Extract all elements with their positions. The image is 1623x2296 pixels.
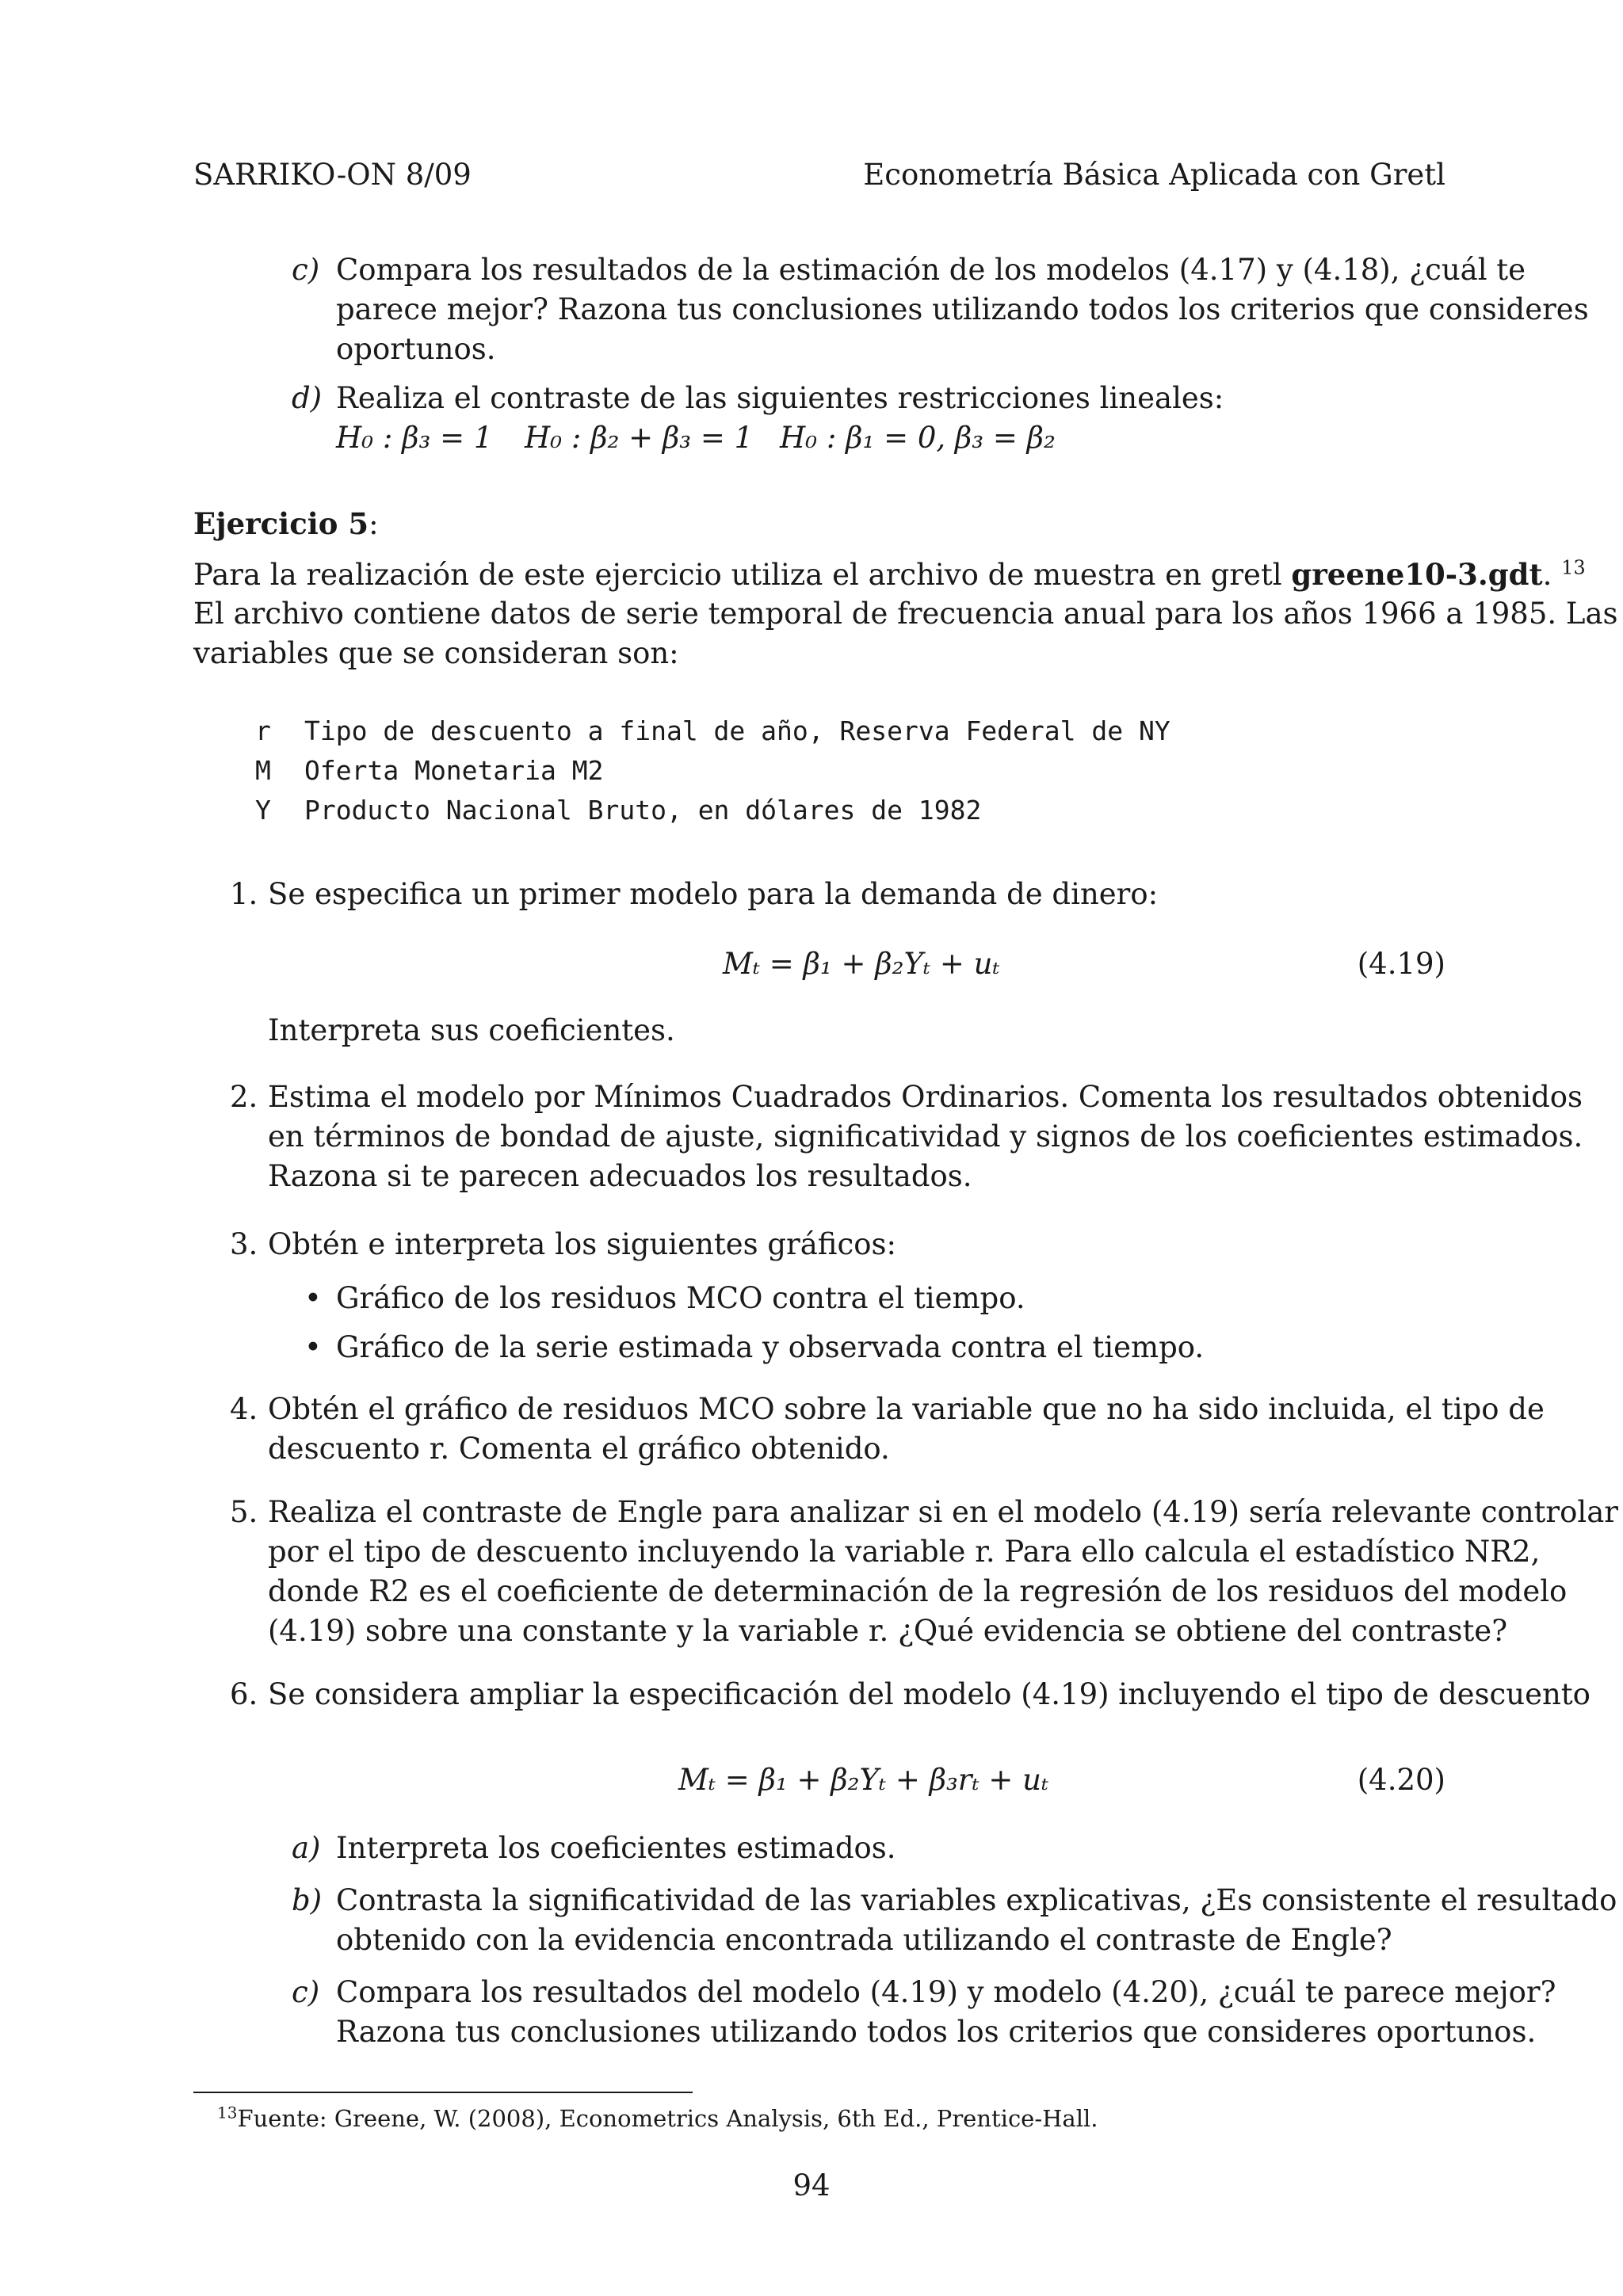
- item-number: 4.: [230, 1392, 258, 1426]
- variable-name: r: [255, 715, 271, 746]
- file-after: .: [1542, 558, 1552, 592]
- sub-item-line: Razona tus conclusiones utilizando todos los criterios que consideres oportunos.: [336, 2015, 1537, 2049]
- prev-item-line: Realiza el contraste de las siguientes restricciones lineales:: [336, 381, 1224, 415]
- prev-item-line: Compara los resultados de la estimación de los modelos (4.17) y (4.18), ¿cuál te: [336, 253, 1526, 287]
- item-line: Se considera ampliar la especificación del modelo (4.19) incluyendo el tipo de descuento: [268, 1677, 1591, 1711]
- sub-item-line: obtenido con la evidencia encontrada utilizando el contraste de Engle?: [336, 1923, 1392, 1957]
- sub-item-label: b): [292, 1883, 323, 1917]
- footnote: [217, 2103, 1098, 2134]
- intro-text: Para la realización de este ejercicio utiliza el archivo de muestra en gretl: [193, 558, 1282, 592]
- item-number: 1.: [230, 877, 258, 911]
- hypothesis: H₀ : β₁ = 0, β₃ = β₂: [780, 421, 1056, 455]
- sub-item-line: Compara los resultados del modelo (4.19) y modelo (4.20), ¿cuál te parece mejor?: [336, 1975, 1556, 2009]
- intro-line: [193, 555, 1586, 595]
- bullet-item: Gráfico de la serie estimada y observada contra el tiempo.: [336, 1330, 1205, 1364]
- equation-4-19: Mₜ = β₁ + β₂Yₜ + uₜ: [723, 947, 1000, 981]
- prev-item-line: oportunos.: [336, 332, 496, 366]
- item-line: Se especifica un primer modelo para la demanda de dinero:: [268, 877, 1159, 911]
- page-number: 94: [792, 2168, 831, 2203]
- item-line: descuento r. Comenta el gráfico obtenido.: [268, 1432, 890, 1466]
- item-line: Razona si te parecen adecuados los resultados.: [268, 1159, 972, 1193]
- exercise-title: [193, 504, 379, 544]
- sub-item-label: c): [292, 1975, 320, 2009]
- intro-line: variables que se consideran son:: [193, 636, 679, 670]
- running-header-right: Econometría Básica Aplicada con Gretl: [863, 158, 1445, 192]
- equation-tag: (4.19): [1357, 947, 1445, 981]
- sub-item-label: a): [292, 1831, 321, 1865]
- variable-name: Y: [255, 795, 271, 826]
- exercise-title-suffix: :: [369, 507, 379, 541]
- item-line: (4.19) sobre una constante y la variable r. ¿Qué evidencia se obtiene del contraste?: [268, 1614, 1508, 1648]
- item-number: 5.: [230, 1495, 258, 1529]
- footnote-text: Fuente: Greene, W. (2008), Econometrics Analysis, 6th Ed., Prentice-Hall.: [237, 2105, 1098, 2132]
- variable-desc: Oferta Monetaria M2: [304, 755, 604, 786]
- running-header-left: SARRIKO-ON 8/09: [193, 158, 472, 192]
- item-line: Interpreta sus coeficientes.: [268, 1013, 675, 1047]
- item-number: 2.: [230, 1080, 258, 1114]
- item-line: Obtén el gráfico de residuos MCO sobre la variable que no ha sido incluida, el tipo de: [268, 1392, 1545, 1426]
- item-line: por el tipo de descuento incluyendo la variable r. Para ello calcula el estadístico NR2,: [268, 1535, 1541, 1569]
- hypothesis: H₀ : β₂ + β₃ = 1: [525, 421, 754, 455]
- bullet-item: Gráfico de los residuos MCO contra el tiempo.: [336, 1281, 1025, 1315]
- file-name: greene10-3.gdt: [1291, 557, 1543, 592]
- bullet-icon: •: [304, 1281, 322, 1315]
- item-line: Realiza el contraste de Engle para analizar si en el modelo (4.19) sería relevante controlar: [268, 1495, 1618, 1529]
- item-line: donde R2 es el coeficiente de determinación de la regresión de los residuos del modelo: [268, 1574, 1568, 1608]
- prev-item-label: c): [292, 253, 320, 287]
- variable-desc: Tipo de descuento a final de año, Reserva Federal de NY: [304, 715, 1170, 746]
- prev-item-label: d): [292, 381, 323, 415]
- footnote-rule: [193, 2092, 693, 2093]
- item-line: Obtén e interpreta los siguientes gráficos:: [268, 1227, 896, 1261]
- item-number: 6.: [230, 1677, 258, 1711]
- item-number: 3.: [230, 1227, 258, 1261]
- item-line: en términos de bondad de ajuste, significatividad y signos de los coeficientes estimados.: [268, 1119, 1583, 1154]
- variable-name: M: [255, 755, 271, 786]
- footnote-number: 13: [217, 2103, 238, 2122]
- equation-tag: (4.20): [1357, 1763, 1445, 1797]
- prev-item-line: parece mejor? Razona tus conclusiones utilizando todos los criterios que consideres: [336, 292, 1589, 326]
- hypothesis: H₀ : β₃ = 1: [336, 421, 493, 455]
- equation-4-20: Mₜ = β₁ + β₂Yₜ + β₃rₜ + uₜ: [678, 1763, 1049, 1797]
- sub-item-line: Interpreta los coeficientes estimados.: [336, 1831, 896, 1865]
- exercise-title-text: Ejercicio 5: [193, 506, 369, 541]
- bullet-icon: •: [304, 1330, 322, 1364]
- variable-desc: Producto Nacional Bruto, en dólares de 1982: [304, 795, 982, 826]
- sub-item-line: Contrasta la significatividad de las variables explicativas, ¿Es consistente el resultado: [336, 1883, 1617, 1917]
- item-line: Estima el modelo por Mínimos Cuadrados Ordinarios. Comenta los resultados obtenidos: [268, 1080, 1583, 1114]
- footnote-mark: 13: [1561, 556, 1586, 579]
- intro-line: El archivo contiene datos de serie temporal de frecuencia anual para los años 1966 a 1985. Las: [193, 597, 1618, 631]
